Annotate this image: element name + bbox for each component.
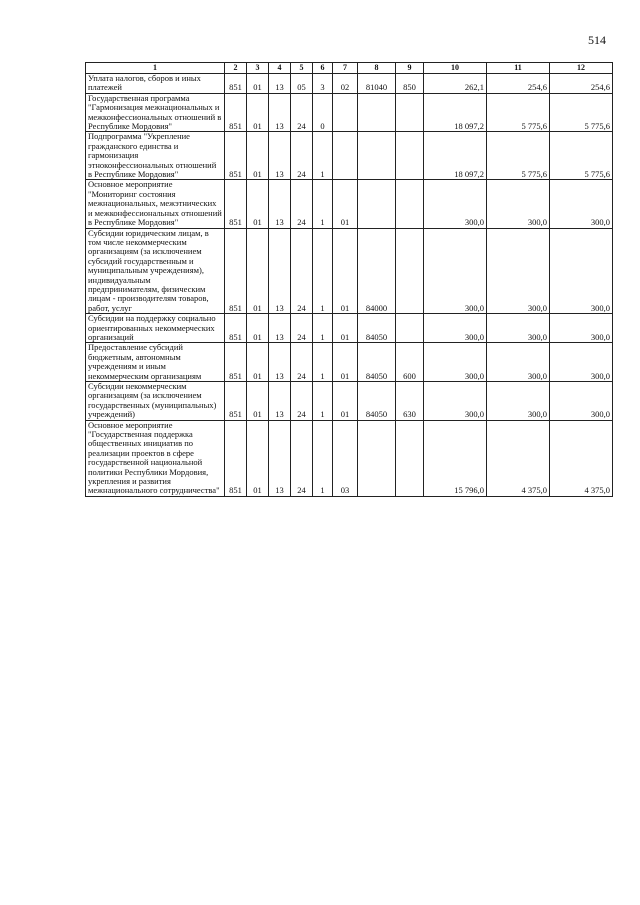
section-code: 851 [225,180,247,228]
event-code: 01 [333,180,358,228]
expense-type-code [396,228,424,314]
event-code: 03 [333,420,358,496]
subsection-code: 01 [247,74,269,94]
amount-year-3: 300,0 [550,343,613,382]
amount-year-1: 300,0 [424,343,487,382]
subsection-code: 01 [247,382,269,421]
amount-year-3: 4 375,0 [550,420,613,496]
target-article-code [358,93,396,132]
event-code: 01 [333,382,358,421]
column-header: 11 [487,63,550,74]
amount-year-3: 300,0 [550,382,613,421]
amount-year-2: 254,6 [487,74,550,94]
amount-year-1: 300,0 [424,382,487,421]
subprogram-code: 1 [313,132,333,180]
expense-type-code [396,132,424,180]
header-row [86,63,613,74]
chapter-code: 13 [269,420,291,496]
subsection-code: 01 [247,132,269,180]
subsection-code: 01 [247,420,269,496]
table-row [86,343,613,382]
subprogram-code: 0 [313,93,333,132]
amount-year-3: 300,0 [550,180,613,228]
subprogram-code: 1 [313,180,333,228]
chapter-code: 13 [269,382,291,421]
page-number: 514 [588,33,606,47]
amount-year-2: 300,0 [487,228,550,314]
table-row [86,132,613,180]
amount-year-2: 300,0 [487,382,550,421]
event-code: 01 [333,314,358,343]
column-header: 5 [291,63,313,74]
chapter-code: 13 [269,314,291,343]
target-article-code: 81040 [358,74,396,94]
chapter-code: 13 [269,343,291,382]
program-code: 24 [291,93,313,132]
budget-table [85,62,613,497]
program-code: 24 [291,180,313,228]
row-name: Субсидии юридическим лицам, в том числе некоммерческим организациям (за исключением субсидий государственным и муниципальным учреждениям), индивидуальным предпринимателям, физическим лицам - производителям товаров, работ, услуг [86,228,225,314]
target-article-code: 84050 [358,343,396,382]
expense-type-code [396,420,424,496]
event-code [333,93,358,132]
table-row [86,93,613,132]
amount-year-3: 5 775,6 [550,93,613,132]
chapter-code: 13 [269,74,291,94]
row-name: Основное мероприятие "Государственная поддержка общественных инициатив по реализации проектов в сфере государственной национальной политики Республики Мордовия, укрепления и развития межнационального сотрудничества" [86,420,225,496]
subsection-code: 01 [247,228,269,314]
table-row [86,228,613,314]
program-code: 24 [291,132,313,180]
amount-year-1: 15 796,0 [424,420,487,496]
column-header: 4 [269,63,291,74]
column-header: 9 [396,63,424,74]
amount-year-1: 18 097,2 [424,93,487,132]
chapter-code: 13 [269,93,291,132]
section-code: 851 [225,228,247,314]
section-code: 851 [225,420,247,496]
expense-type-code: 600 [396,343,424,382]
amount-year-3: 5 775,6 [550,132,613,180]
expense-type-code: 850 [396,74,424,94]
row-name: Уплата налогов, сборов и иных платежей [86,74,225,94]
event-code [333,132,358,180]
section-code: 851 [225,382,247,421]
column-header: 1 [86,63,225,74]
target-article-code [358,132,396,180]
amount-year-1: 300,0 [424,314,487,343]
program-code: 05 [291,74,313,94]
program-code: 24 [291,314,313,343]
amount-year-2: 300,0 [487,180,550,228]
expense-type-code [396,180,424,228]
amount-year-3: 300,0 [550,228,613,314]
subprogram-code: 1 [313,228,333,314]
program-code: 24 [291,382,313,421]
row-name: Подпрограмма "Укрепление гражданского единства и гармонизация этноконфессиональных отношений в Республике Мордовия" [86,132,225,180]
event-code: 02 [333,74,358,94]
subsection-code: 01 [247,93,269,132]
column-header: 6 [313,63,333,74]
section-code: 851 [225,314,247,343]
target-article-code [358,420,396,496]
subprogram-code: 1 [313,420,333,496]
column-header: 12 [550,63,613,74]
program-code: 24 [291,420,313,496]
amount-year-2: 300,0 [487,314,550,343]
row-name: Субсидии на поддержку социально ориентированных некоммерческих организаций [86,314,225,343]
expense-type-code [396,93,424,132]
table-row [86,382,613,421]
amount-year-2: 5 775,6 [487,132,550,180]
expense-type-code [396,314,424,343]
amount-year-3: 254,6 [550,74,613,94]
program-code: 24 [291,228,313,314]
event-code: 01 [333,228,358,314]
section-code: 851 [225,343,247,382]
section-code: 851 [225,93,247,132]
target-article-code: 84050 [358,382,396,421]
column-header: 7 [333,63,358,74]
subprogram-code: 1 [313,343,333,382]
row-name: Субсидии некоммерческим организациям (за исключением государственных (муниципальных) учреждений) [86,382,225,421]
target-article-code: 84000 [358,228,396,314]
row-name: Государственная программа "Гармонизация межнациональных и межконфессиональных отношений в Республике Мордовия" [86,93,225,132]
amount-year-1: 300,0 [424,228,487,314]
amount-year-1: 300,0 [424,180,487,228]
amount-year-2: 300,0 [487,343,550,382]
column-header: 8 [358,63,396,74]
event-code: 01 [333,343,358,382]
target-article-code: 84050 [358,314,396,343]
amount-year-2: 4 375,0 [487,420,550,496]
subsection-code: 01 [247,343,269,382]
amount-year-1: 262,1 [424,74,487,94]
row-name: Основное мероприятие "Мониторинг состояния межнациональных, межэтнических и межконфессиональных отношений в Республике Мордовия" [86,180,225,228]
section-code: 851 [225,132,247,180]
amount-year-3: 300,0 [550,314,613,343]
column-header: 2 [225,63,247,74]
column-header: 10 [424,63,487,74]
table-row [86,314,613,343]
target-article-code [358,180,396,228]
chapter-code: 13 [269,180,291,228]
subsection-code: 01 [247,314,269,343]
subprogram-code: 3 [313,74,333,94]
subprogram-code: 1 [313,382,333,421]
subprogram-code: 1 [313,314,333,343]
table-row [86,420,613,496]
chapter-code: 13 [269,132,291,180]
table-body [86,74,613,497]
chapter-code: 13 [269,228,291,314]
column-header: 3 [247,63,269,74]
amount-year-2: 5 775,6 [487,93,550,132]
expense-type-code: 630 [396,382,424,421]
amount-year-1: 18 097,2 [424,132,487,180]
table-row [86,74,613,94]
table-row [86,180,613,228]
program-code: 24 [291,343,313,382]
section-code: 851 [225,74,247,94]
row-name: Предоставление субсидий бюджетным, автономным учреждениям и иным некоммерческим организациям [86,343,225,382]
subsection-code: 01 [247,180,269,228]
